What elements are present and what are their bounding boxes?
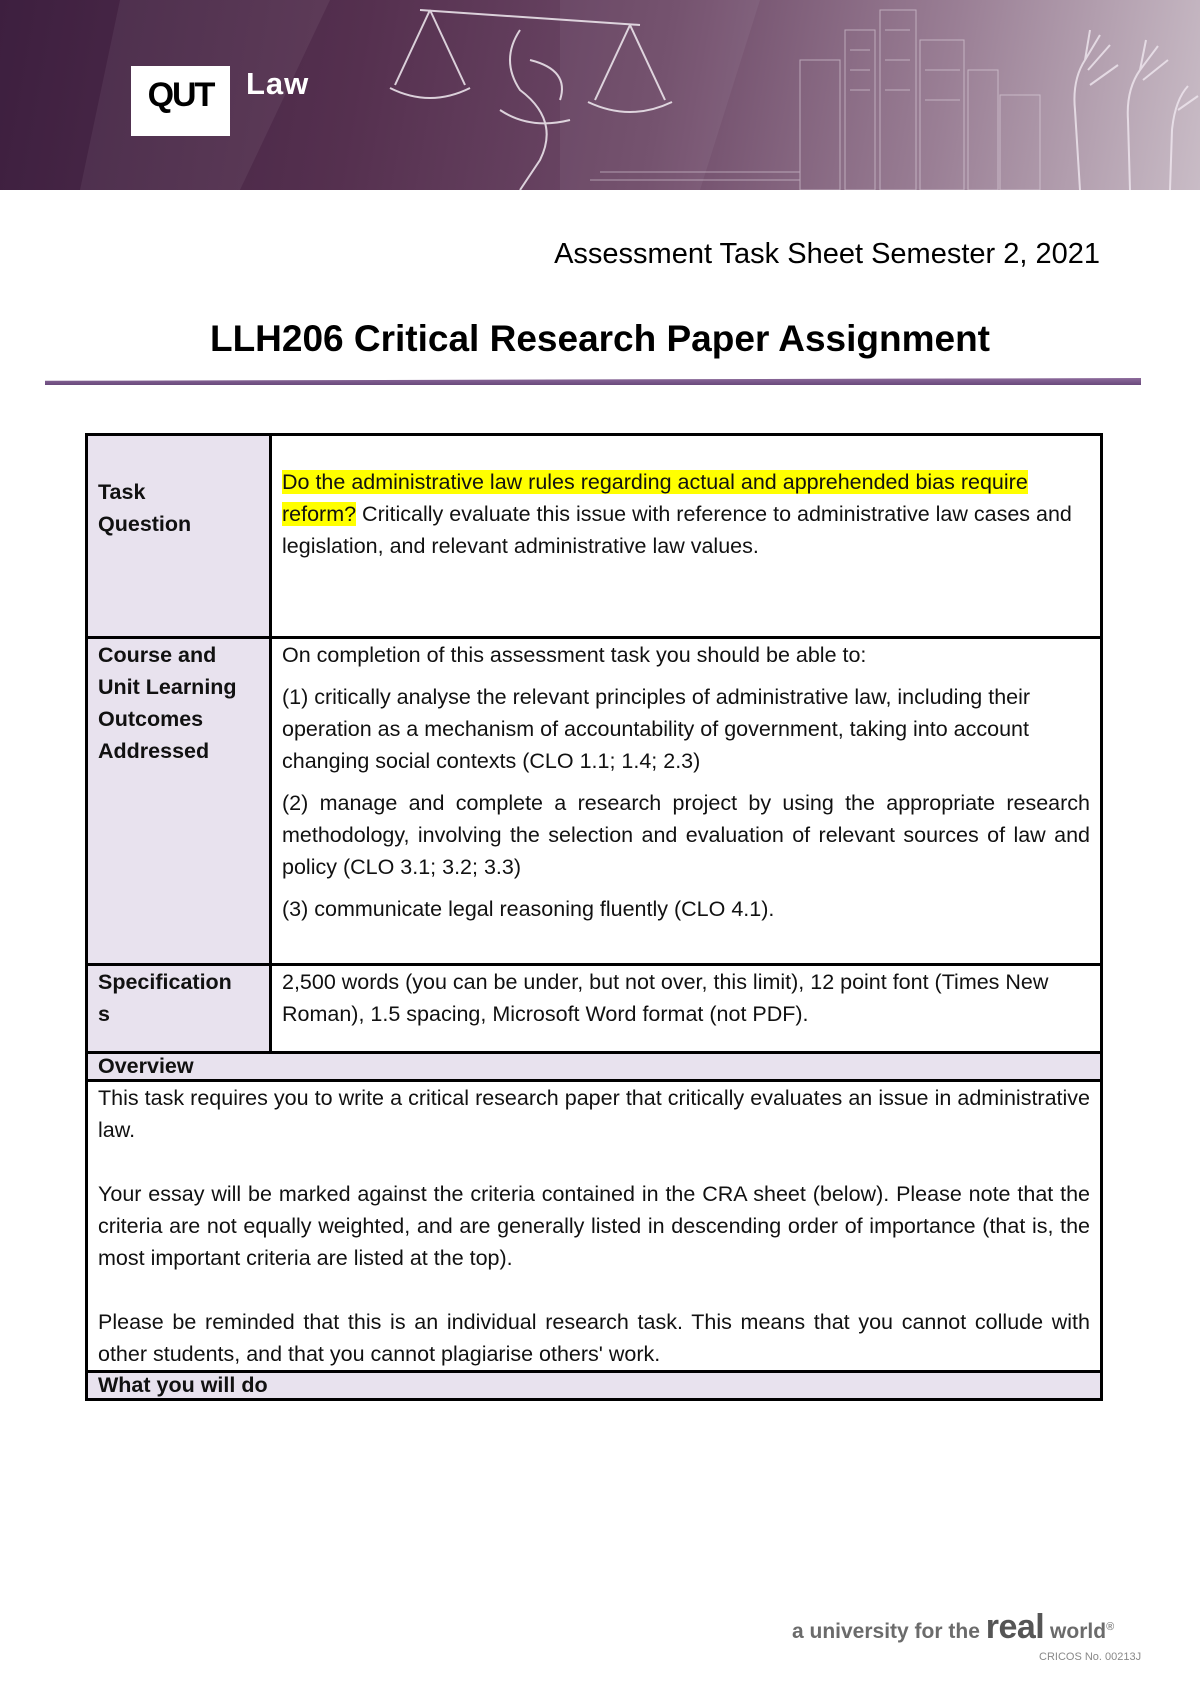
qut-logo <box>131 66 230 136</box>
title-divider <box>45 378 1141 385</box>
tagline-world: world <box>1044 1620 1107 1643</box>
what-you-will-do-heading: What you will do <box>87 1372 1102 1400</box>
task-question-text <box>271 435 1102 638</box>
outcome-item: (2) manage and complete a research project by using the appropriate research methodology, involving the selection and evaluation of relevant sources of law and policy (CLO 3.1; 3.2; 3.3) <box>282 791 1090 879</box>
table-row-specifications <box>87 965 1102 1053</box>
label-line: Question <box>98 512 192 536</box>
tagline-prefix: a university for the <box>792 1620 986 1643</box>
label-line: Course and <box>98 643 217 667</box>
label-line: Task <box>98 480 146 504</box>
cricos-number: CRICOS No. 00213J <box>1039 1651 1142 1663</box>
tagline-real: real <box>985 1608 1045 1646</box>
outcomes-intro: On completion of this assessment task you should be able to: <box>282 643 867 667</box>
overview-heading: Overview <box>87 1053 1102 1081</box>
outcomes-text <box>271 638 1102 965</box>
outcome-item: (3) communicate legal reasoning fluently (CLO 4.1). <box>282 897 775 921</box>
label-line: s <box>98 1002 110 1026</box>
university-tagline <box>792 1608 1114 1647</box>
outcome-item: (1) critically analyse the relevant principles of administrative law, including their operation as a mechanism of accountability of government, taking into account changing social contexts (CLO 1.1; 1.4; 2.3) <box>282 685 1031 773</box>
registered-mark: ® <box>1106 1621 1115 1633</box>
overview-paragraph: Your essay will be marked against the criteria contained in the CRA sheet (below). Please note that the criteria are not equally weighted, and are generally listed in descending order of importance (that is, the most important criteria are listed at the top). <box>98 1182 1090 1270</box>
overview-body <box>87 1081 1102 1372</box>
sheet-subtitle: Assessment Task Sheet Semester 2, 2021 <box>554 238 1100 270</box>
logo-text: QUT <box>147 75 214 114</box>
overview-paragraph: This task requires you to write a critical research paper that critically evaluates an issue in administrative law. <box>98 1086 1090 1142</box>
table-row-task-question <box>87 435 1102 638</box>
task-question-label <box>87 435 271 638</box>
specifications-text: 2,500 words (you can be under, but not over, this limit), 12 point font (Times New Roman), 1.5 spacing, Microsoft Word format (not PDF). <box>271 965 1102 1053</box>
overview-paragraph: Please be reminded that this is an individual research task. This means that you cannot collude with other students, and that you cannot plagiarise others' work. <box>98 1310 1090 1366</box>
page-title: LLH206 Critical Research Paper Assignment <box>209 318 991 359</box>
label-line: Unit Learning <box>98 675 237 699</box>
task-question-rest: Critically evaluate this issue with reference to administrative law cases and legislation, and relevant administrative law values. <box>282 502 1072 558</box>
task-table <box>85 433 1103 1401</box>
table-row-what-you-will-do <box>87 1372 1102 1400</box>
table-row-outcomes <box>87 638 1102 965</box>
table-row-overview-body <box>87 1081 1102 1372</box>
table-row-overview-heading <box>87 1053 1102 1081</box>
specifications-label <box>87 965 271 1053</box>
label-line: Addressed <box>98 739 210 763</box>
label-line: Outcomes <box>98 707 204 731</box>
task-question-highlight: Do the administrative law rules regarding actual and apprehended bias require reform? <box>282 470 1028 526</box>
header-banner <box>0 0 1200 190</box>
label-line: Specification <box>98 970 232 994</box>
outcomes-label <box>87 638 271 965</box>
logo-law-label: Law <box>246 66 310 101</box>
